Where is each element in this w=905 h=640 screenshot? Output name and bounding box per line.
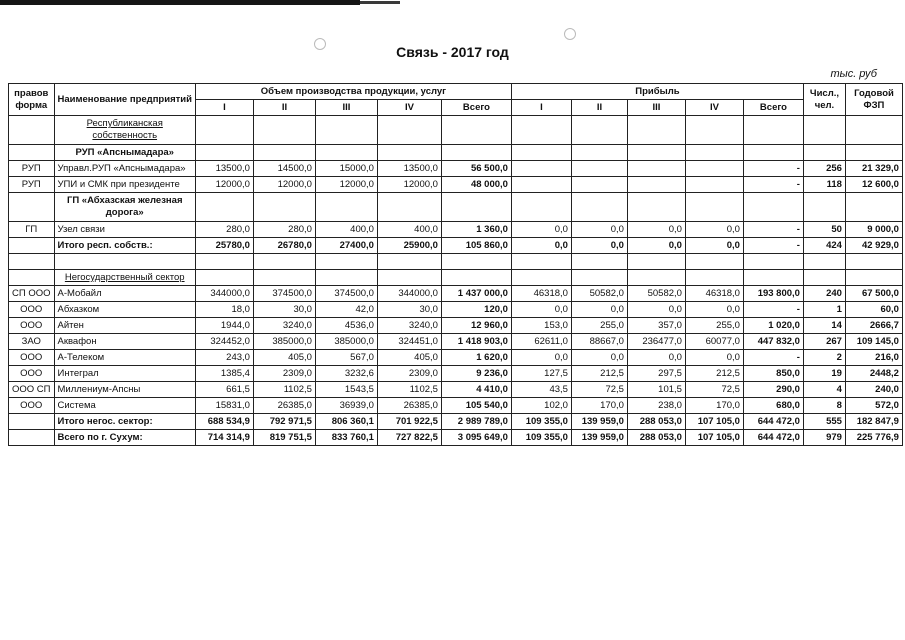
cell-profit-q4 [685, 161, 743, 177]
col-header-profit: Прибыль [511, 84, 803, 100]
cell-vol-total: 9 236,0 [441, 366, 511, 382]
cell-vol-q4: 26385,0 [377, 398, 441, 414]
cell-profit-total: - [743, 302, 803, 318]
cell-vol-q1: 688 534,9 [195, 414, 253, 430]
cell-fzp: 240,0 [845, 382, 902, 398]
cell-form: ГП [9, 222, 55, 238]
cell-vol-q1: 714 314,9 [195, 430, 253, 446]
section-row [9, 270, 903, 286]
cell-vol-q2: 26780,0 [253, 238, 315, 254]
cell-vol-q2: 14500,0 [253, 161, 315, 177]
cell-vol-q4: 701 922,5 [377, 414, 441, 430]
table-row [9, 302, 903, 318]
cell-profit-q2: 50582,0 [571, 286, 627, 302]
cell-form [9, 238, 55, 254]
cell-profit-q1: 102,0 [511, 398, 571, 414]
cell-vol-q1: 324452,0 [195, 334, 253, 350]
cell-name: А-Мобайл [54, 286, 195, 302]
cell-vol-total: 48 000,0 [441, 177, 511, 193]
table-row [9, 334, 903, 350]
cell-form: ООО СП [9, 382, 55, 398]
col-header-staff: Числ., чел. [803, 84, 845, 116]
cell-staff: 424 [803, 238, 845, 254]
cell-form [9, 430, 55, 446]
cell-vol-q4: 400,0 [377, 222, 441, 238]
cell-profit-q2 [571, 161, 627, 177]
cell-staff: 8 [803, 398, 845, 414]
cell-name: А-Телеком [54, 350, 195, 366]
cell-profit-q2: 0,0 [571, 222, 627, 238]
cell-vol-q4: 25900,0 [377, 238, 441, 254]
cell-vol-q1: 15831,0 [195, 398, 253, 414]
cell-vol-q4: 3240,0 [377, 318, 441, 334]
cell-vol-q2: 3240,0 [253, 318, 315, 334]
cell-fzp: 2666,7 [845, 318, 902, 334]
cell-profit-total: 680,0 [743, 398, 803, 414]
cell-vol-q1: 18,0 [195, 302, 253, 318]
cell-form: СП ООО [9, 286, 55, 302]
cell-profit-q4: 107 105,0 [685, 414, 743, 430]
cell-vol-q3: 806 360,1 [315, 414, 377, 430]
cell-name: Абхазком [54, 302, 195, 318]
cell-vol-q2: 405,0 [253, 350, 315, 366]
col-header-volume: Объем производства продукции, услуг [195, 84, 511, 100]
cell-form: ООО [9, 318, 55, 334]
telecom-table [8, 83, 903, 446]
col-header-q1: I [195, 100, 253, 116]
table-row [9, 318, 903, 334]
section-title: Республиканская собственность [54, 116, 195, 145]
cell-profit-total: 290,0 [743, 382, 803, 398]
cell-name: Управл.РУП «Апснымадара» [54, 161, 195, 177]
cell-profit-q4: 0,0 [685, 238, 743, 254]
col-header-q3: III [315, 100, 377, 116]
cell-form: ООО [9, 350, 55, 366]
table-row [9, 414, 903, 430]
section-title: Негосударственный сектор [54, 270, 195, 286]
col-header-fzp: Годовой ФЗП [845, 84, 902, 116]
cell-fzp: 21 329,0 [845, 161, 902, 177]
cell-name: Аквафон [54, 334, 195, 350]
cell-vol-q2: 374500,0 [253, 286, 315, 302]
cell-staff: 1 [803, 302, 845, 318]
scan-edge-bar [360, 1, 400, 4]
section-title: РУП «Апснымадара» [54, 145, 195, 161]
cell-staff: 240 [803, 286, 845, 302]
cell-profit-q3: 50582,0 [627, 286, 685, 302]
scan-speck [564, 28, 576, 40]
cell-profit-q4: 0,0 [685, 350, 743, 366]
cell-form: ООО [9, 302, 55, 318]
cell-staff: 4 [803, 382, 845, 398]
cell-profit-q3 [627, 161, 685, 177]
cell-profit-total: 850,0 [743, 366, 803, 382]
cell-name: УПИ и СМК при президенте [54, 177, 195, 193]
table-row [9, 238, 903, 254]
cell-profit-total: - [743, 238, 803, 254]
cell-vol-q4: 2309,0 [377, 366, 441, 382]
cell-profit-q3: 0,0 [627, 222, 685, 238]
cell-vol-q3: 400,0 [315, 222, 377, 238]
table-row [9, 430, 903, 446]
col-header-q2: II [253, 100, 315, 116]
cell-profit-total: - [743, 222, 803, 238]
units-label: тыс. руб [830, 68, 877, 80]
cell-profit-q2: 0,0 [571, 238, 627, 254]
cell-vol-q1: 1944,0 [195, 318, 253, 334]
cell-profit-q3: 288 053,0 [627, 430, 685, 446]
cell-vol-q1: 344000,0 [195, 286, 253, 302]
cell-vol-total: 2 989 789,0 [441, 414, 511, 430]
cell-fzp: 572,0 [845, 398, 902, 414]
cell-profit-q4: 72,5 [685, 382, 743, 398]
cell-fzp: 109 145,0 [845, 334, 902, 350]
col-header-q4: IV [377, 100, 441, 116]
cell-vol-q4: 13500,0 [377, 161, 441, 177]
section-row [9, 145, 903, 161]
cell-vol-q4: 30,0 [377, 302, 441, 318]
cell-vol-q1: 12000,0 [195, 177, 253, 193]
cell-profit-q2: 212,5 [571, 366, 627, 382]
cell-profit-q2: 88667,0 [571, 334, 627, 350]
cell-vol-q1: 280,0 [195, 222, 253, 238]
cell-form: ООО [9, 366, 55, 382]
cell-profit-q2: 139 959,0 [571, 414, 627, 430]
cell-vol-total: 1 418 903,0 [441, 334, 511, 350]
cell-fzp: 67 500,0 [845, 286, 902, 302]
col-header-q4: IV [685, 100, 743, 116]
cell-profit-total: - [743, 177, 803, 193]
col-header-q3: III [627, 100, 685, 116]
cell-profit-q4: 60077,0 [685, 334, 743, 350]
cell-vol-total: 105 540,0 [441, 398, 511, 414]
cell-staff: 979 [803, 430, 845, 446]
page-title: Связь - 2017 год [396, 44, 509, 60]
cell-profit-q1: 43,5 [511, 382, 571, 398]
cell-vol-q1: 13500,0 [195, 161, 253, 177]
cell-vol-total: 120,0 [441, 302, 511, 318]
cell-profit-q1: 46318,0 [511, 286, 571, 302]
cell-profit-q2: 255,0 [571, 318, 627, 334]
cell-profit-q4: 212,5 [685, 366, 743, 382]
cell-vol-q3: 567,0 [315, 350, 377, 366]
cell-profit-q2: 0,0 [571, 302, 627, 318]
cell-profit-q1 [511, 161, 571, 177]
cell-name: Итого респ. собств.: [54, 238, 195, 254]
cell-profit-total: - [743, 161, 803, 177]
cell-vol-q1: 1385,4 [195, 366, 253, 382]
cell-profit-q3: 0,0 [627, 302, 685, 318]
cell-profit-q2: 139 959,0 [571, 430, 627, 446]
cell-vol-q4: 344000,0 [377, 286, 441, 302]
cell-vol-total: 56 500,0 [441, 161, 511, 177]
cell-fzp: 225 776,9 [845, 430, 902, 446]
table-row [9, 366, 903, 382]
cell-profit-q3: 297,5 [627, 366, 685, 382]
cell-profit-q3 [627, 177, 685, 193]
cell-vol-q2: 12000,0 [253, 177, 315, 193]
cell-vol-total: 12 960,0 [441, 318, 511, 334]
table-row [9, 222, 903, 238]
cell-fzp: 12 600,0 [845, 177, 902, 193]
col-header-q2: II [571, 100, 627, 116]
cell-profit-q4: 46318,0 [685, 286, 743, 302]
cell-staff: 267 [803, 334, 845, 350]
section-row [9, 116, 903, 145]
cell-profit-total: 1 020,0 [743, 318, 803, 334]
cell-profit-q4 [685, 177, 743, 193]
cell-profit-q1: 0,0 [511, 222, 571, 238]
col-header-total: Всего [441, 100, 511, 116]
cell-vol-q3: 385000,0 [315, 334, 377, 350]
cell-name: Миллениум-Апсны [54, 382, 195, 398]
table-row [9, 350, 903, 366]
cell-fzp: 182 847,9 [845, 414, 902, 430]
cell-vol-q3: 12000,0 [315, 177, 377, 193]
cell-profit-q1: 0,0 [511, 238, 571, 254]
table-row [9, 398, 903, 414]
cell-profit-q2: 170,0 [571, 398, 627, 414]
cell-vol-q4: 727 822,5 [377, 430, 441, 446]
cell-fzp: 9 000,0 [845, 222, 902, 238]
cell-vol-total: 3 095 649,0 [441, 430, 511, 446]
cell-fzp: 42 929,0 [845, 238, 902, 254]
cell-vol-q4: 12000,0 [377, 177, 441, 193]
cell-name: Айтен [54, 318, 195, 334]
cell-profit-q3: 288 053,0 [627, 414, 685, 430]
cell-staff: 14 [803, 318, 845, 334]
cell-form: РУП [9, 161, 55, 177]
cell-form [9, 414, 55, 430]
cell-profit-q1: 62611,0 [511, 334, 571, 350]
cell-profit-q3: 357,0 [627, 318, 685, 334]
cell-staff: 2 [803, 350, 845, 366]
cell-profit-q4: 170,0 [685, 398, 743, 414]
cell-profit-q1: 109 355,0 [511, 430, 571, 446]
cell-vol-q2: 819 751,5 [253, 430, 315, 446]
cell-vol-total: 4 410,0 [441, 382, 511, 398]
cell-profit-q4: 255,0 [685, 318, 743, 334]
cell-vol-q2: 792 971,5 [253, 414, 315, 430]
table-row [9, 286, 903, 302]
scan-edge-bar [0, 0, 360, 5]
table-row [9, 161, 903, 177]
cell-form: РУП [9, 177, 55, 193]
cell-profit-total: 644 472,0 [743, 414, 803, 430]
cell-vol-q3: 42,0 [315, 302, 377, 318]
cell-name: Интеграл [54, 366, 195, 382]
cell-staff: 19 [803, 366, 845, 382]
cell-name: Система [54, 398, 195, 414]
cell-vol-q2: 1102,5 [253, 382, 315, 398]
cell-vol-q4: 405,0 [377, 350, 441, 366]
cell-vol-total: 1 620,0 [441, 350, 511, 366]
cell-vol-q1: 25780,0 [195, 238, 253, 254]
cell-vol-q3: 1543,5 [315, 382, 377, 398]
table-row [9, 382, 903, 398]
cell-form: ЗАО [9, 334, 55, 350]
cell-profit-q3: 238,0 [627, 398, 685, 414]
table-body [9, 84, 903, 446]
cell-vol-q1: 243,0 [195, 350, 253, 366]
cell-profit-q1 [511, 177, 571, 193]
cell-profit-q3: 236477,0 [627, 334, 685, 350]
cell-profit-q1: 109 355,0 [511, 414, 571, 430]
cell-staff: 118 [803, 177, 845, 193]
section-row [9, 193, 903, 222]
cell-fzp: 216,0 [845, 350, 902, 366]
cell-vol-q3: 15000,0 [315, 161, 377, 177]
cell-vol-q2: 280,0 [253, 222, 315, 238]
cell-fzp: 2448,2 [845, 366, 902, 382]
cell-name: Всего по г. Сухум: [54, 430, 195, 446]
cell-vol-q4: 1102,5 [377, 382, 441, 398]
cell-profit-q4: 0,0 [685, 302, 743, 318]
cell-profit-q2: 72,5 [571, 382, 627, 398]
cell-profit-q3: 0,0 [627, 350, 685, 366]
cell-profit-total: - [743, 350, 803, 366]
section-title: ГП «Абхазская железная дорога» [54, 193, 195, 222]
cell-profit-q2: 0,0 [571, 350, 627, 366]
cell-profit-total: 644 472,0 [743, 430, 803, 446]
cell-profit-total: 193 800,0 [743, 286, 803, 302]
cell-vol-q3: 27400,0 [315, 238, 377, 254]
cell-vol-q2: 26385,0 [253, 398, 315, 414]
cell-vol-q3: 3232,6 [315, 366, 377, 382]
cell-vol-q1: 661,5 [195, 382, 253, 398]
cell-profit-q1: 153,0 [511, 318, 571, 334]
cell-profit-q2 [571, 177, 627, 193]
cell-vol-q4: 324451,0 [377, 334, 441, 350]
spacer-row [9, 254, 903, 270]
cell-profit-q4: 0,0 [685, 222, 743, 238]
cell-name: Узел связи [54, 222, 195, 238]
cell-profit-q1: 127,5 [511, 366, 571, 382]
col-header-form: правов форма [9, 84, 55, 116]
cell-staff: 50 [803, 222, 845, 238]
cell-fzp: 60,0 [845, 302, 902, 318]
table-row [9, 177, 903, 193]
cell-vol-total: 1 437 000,0 [441, 286, 511, 302]
cell-vol-q3: 36939,0 [315, 398, 377, 414]
cell-vol-q2: 385000,0 [253, 334, 315, 350]
cell-profit-q3: 101,5 [627, 382, 685, 398]
cell-vol-q3: 374500,0 [315, 286, 377, 302]
header-row [9, 84, 903, 100]
cell-vol-total: 105 860,0 [441, 238, 511, 254]
cell-staff: 256 [803, 161, 845, 177]
col-header-name: Наименование предприятий [54, 84, 195, 116]
col-header-total: Всего [743, 100, 803, 116]
cell-profit-total: 447 832,0 [743, 334, 803, 350]
cell-form: ООО [9, 398, 55, 414]
cell-profit-q1: 0,0 [511, 350, 571, 366]
cell-name: Итого негос. сектор: [54, 414, 195, 430]
cell-vol-q3: 833 760,1 [315, 430, 377, 446]
cell-vol-q2: 2309,0 [253, 366, 315, 382]
cell-vol-q3: 4536,0 [315, 318, 377, 334]
cell-profit-q1: 0,0 [511, 302, 571, 318]
col-header-q1: I [511, 100, 571, 116]
cell-profit-q3: 0,0 [627, 238, 685, 254]
cell-vol-q2: 30,0 [253, 302, 315, 318]
cell-vol-total: 1 360,0 [441, 222, 511, 238]
cell-staff: 555 [803, 414, 845, 430]
cell-profit-q4: 107 105,0 [685, 430, 743, 446]
